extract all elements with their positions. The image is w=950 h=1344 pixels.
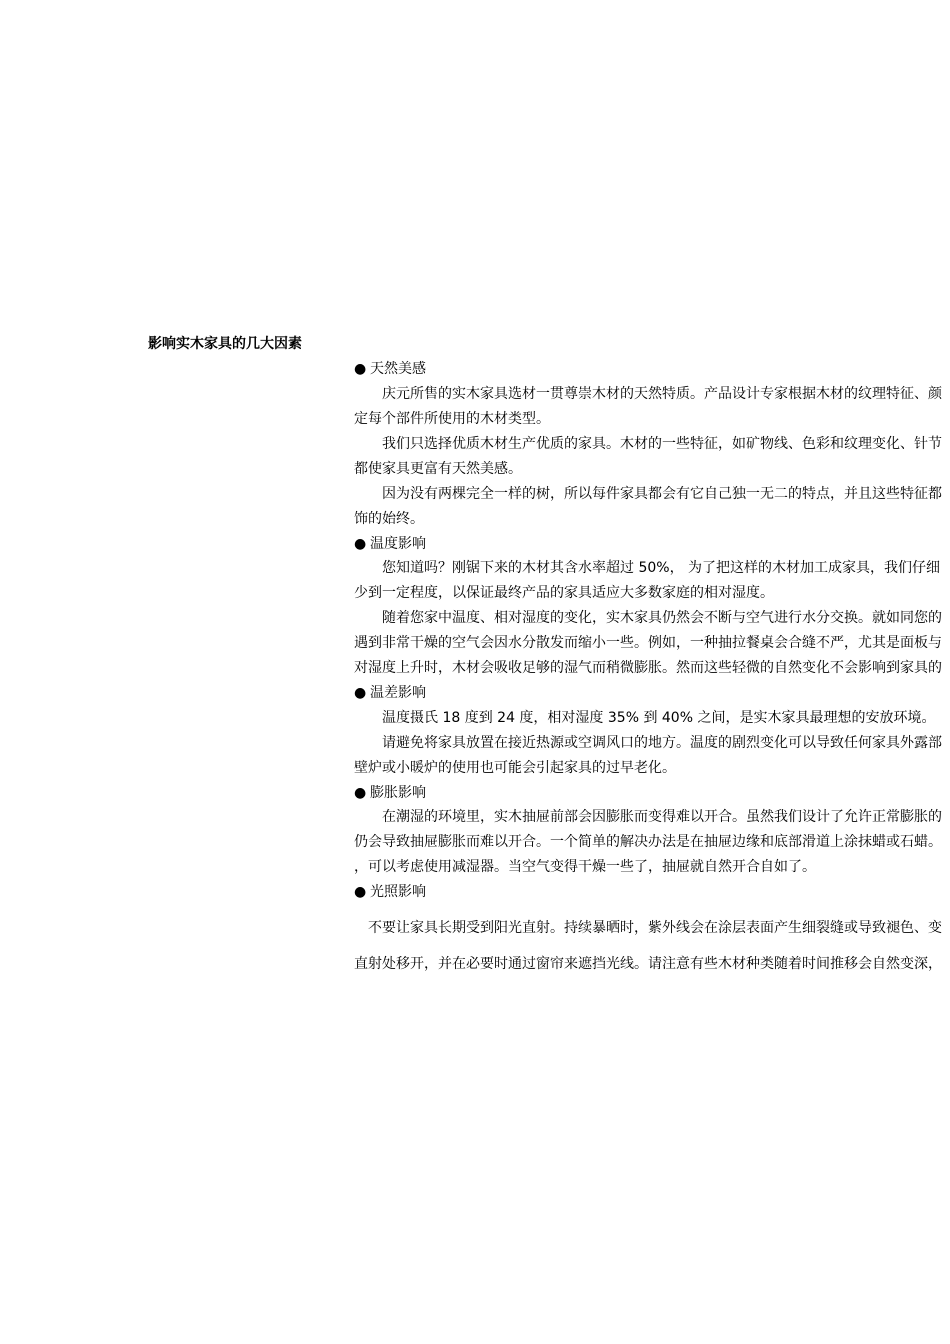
document-body <box>354 0 950 1344</box>
section-heading-swelling <box>354 783 426 803</box>
paragraph-line: 定每个部件所使用的木材类型。 <box>354 411 550 427</box>
paragraph-line: 温度摄氏 18 度到 24 度，相对湿度 35% 到 40% 之间，是实木家具最理想的安放环境。 <box>354 710 936 726</box>
section-heading-text: 光照影响 <box>370 884 426 900</box>
paragraph-line: 壁炉或小暖炉的使用也可能会引起家具的过早老化。 <box>354 760 676 776</box>
section-heading-text: 温度影响 <box>370 536 426 552</box>
section-heading-text: 膨胀影响 <box>370 785 426 801</box>
paragraph-line: 随着您家中温度、相对湿度的变化，实木家具仍然会不断与空气进行水分交换。就如同您的 <box>354 610 942 626</box>
paragraph-line: 少到一定程度，以保证最终产品的家具适应大多数家庭的相对湿度。 <box>354 585 774 601</box>
page-title: 影响实木家具的几大因素 <box>148 336 302 352</box>
bullet-icon: ● <box>354 536 367 552</box>
paragraph-line: 您知道吗？刚锯下来的木材其含水率超过 50%， 为了把这样的木材加工成家具，我们仔细 <box>354 560 941 576</box>
section-heading-text: 温差影响 <box>370 685 426 701</box>
paragraph-line: 我们只选择优质木材生产优质的家具。木材的一些特征，如矿物线、色彩和纹理变化、针节 <box>354 436 942 452</box>
paragraph-line: 在潮湿的环境里，实木抽屉前部会因膨胀而变得难以开合。虽然我们设计了允许正常膨胀的 <box>354 809 942 825</box>
bullet-icon: ● <box>354 685 367 701</box>
section-heading-temp-diff <box>354 683 426 703</box>
paragraph-line: 仍会导致抽屉膨胀而难以开合。一个简单的解决办法是在抽屉边缘和底部滑道上涂抹蜡或石蜡。 <box>354 834 942 850</box>
paragraph-line: 庆元所售的实木家具选材一贯尊崇木材的天然特质。产品设计专家根据木材的纹理特征、颜 <box>354 386 942 402</box>
paragraph-line: 请避免将家具放置在接近热源或空调风口的地方。温度的剧烈变化可以导致任何家具外露部 <box>354 735 942 751</box>
section-heading-natural <box>354 359 426 379</box>
section-heading-text: 天然美感 <box>370 361 426 377</box>
paragraph-line: 不要让家具长期受到阳光直射。持续暴晒时，紫外线会在涂层表面产生细裂缝或导致褪色、变 <box>354 920 942 936</box>
bullet-icon: ● <box>354 361 367 377</box>
paragraph-line: 都使家具更富有天然美感。 <box>354 461 522 477</box>
section-heading-light <box>354 882 426 902</box>
paragraph-line: 饰的始终。 <box>354 511 424 527</box>
paragraph-line: 因为没有两棵完全一样的树，所以每件家具都会有它自己独一无二的特点，并且这些特征都 <box>354 486 942 502</box>
paragraph-line: 遇到非常干燥的空气会因水分散发而缩小一些。例如，一种抽拉餐桌会合缝不严，尤其是面板与 <box>354 635 942 651</box>
section-heading-temperature <box>354 534 426 554</box>
paragraph-line: ，可以考虑使用减湿器。当空气变得干燥一些了，抽屉就自然开合自如了。 <box>354 859 816 875</box>
bullet-icon: ● <box>354 785 367 801</box>
paragraph-line: 对湿度上升时，木材会吸收足够的湿气而稍微膨胀。然而这些轻微的自然变化不会影响到家具的 <box>354 660 942 676</box>
bullet-icon: ● <box>354 884 367 900</box>
paragraph-line: 直射处移开，并在必要时通过窗帘来遮挡光线。请注意有些木材种类随着时间推移会自然变深， <box>354 956 942 972</box>
